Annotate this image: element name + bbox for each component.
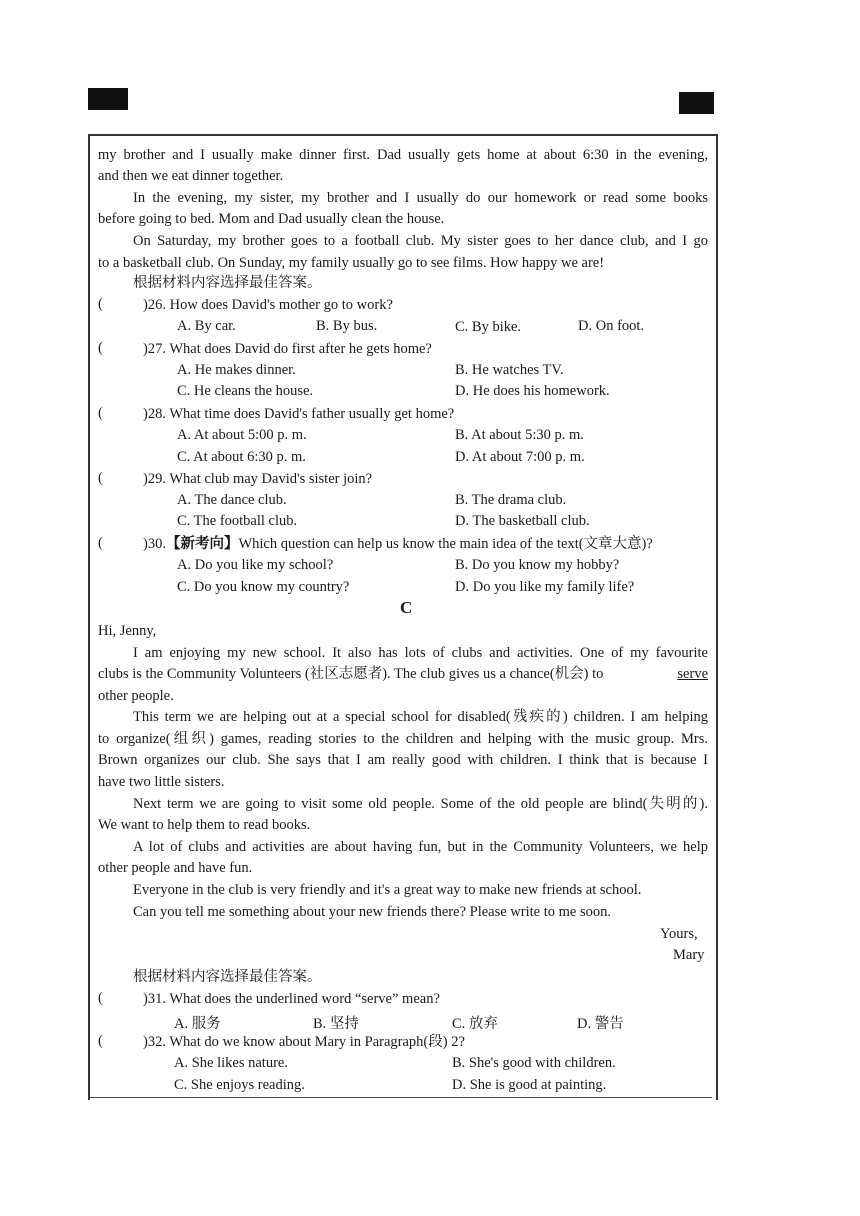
letter-line: to organize(组织) games, reading stories to the children and helping with the music group. Mrs.	[98, 731, 708, 747]
letter-greeting: Hi, Jenny,	[98, 623, 157, 639]
option-d[interactable]: D. The basketball club.	[455, 513, 590, 529]
answer-paren[interactable]: (	[98, 340, 103, 356]
passage-b-line: In the evening, my sister, my brother and I usually do our homework or read some books	[133, 190, 708, 206]
q-num: 31.	[147, 991, 166, 1007]
option-b[interactable]: B. The drama club.	[455, 492, 567, 508]
passage-b-line: On Saturday, my brother goes to a football club. My sister goes to her dance club, and I go	[133, 233, 708, 249]
option-a[interactable]: A. He makes dinner.	[177, 362, 296, 378]
passage-b-line: my brother and I usually make dinner first. Dad usually gets home at about 6:30 in the evening,	[98, 147, 708, 163]
letter-line	[98, 665, 708, 683]
new-trend-tag: 【新考向】	[165, 536, 239, 552]
option-b[interactable]: B. Do you know my hobby?	[455, 557, 620, 573]
question-29: )29. What club may David's sister join?	[143, 471, 373, 487]
option-c[interactable]: C. 放弃	[452, 1016, 498, 1032]
passage-b-line: before going to bed. Mom and Dad usually clean the house.	[98, 211, 445, 227]
option-a[interactable]: A. 服务	[174, 1016, 221, 1032]
option-c[interactable]: C. He cleans the house.	[177, 383, 314, 399]
question-32: )32. What do we know about Mary in Paragraph(段) 2?	[143, 1034, 465, 1050]
question-28: )28. What time does David's father usually get home?	[143, 406, 455, 422]
question-27: )27. What does David do first after he gets home?	[143, 341, 432, 357]
option-b[interactable]: B. At about 5:30 p. m.	[455, 427, 584, 443]
option-c[interactable]: C. The football club.	[177, 513, 298, 529]
option-c[interactable]: C. Do you know my country?	[177, 579, 350, 595]
option-d[interactable]: D. He does his homework.	[455, 383, 610, 399]
letter-line: A lot of clubs and activities are about having fun, but in the Community Volunteers, we help	[133, 839, 708, 855]
q-num: 28.	[147, 406, 166, 422]
instruction-b: 根据材料内容选择最佳答案。	[133, 275, 322, 291]
letter-line: Can you tell me something about your new friends there? Please write to me soon.	[133, 904, 611, 920]
question-31: )31. What does the underlined word “serve” mean?	[143, 991, 440, 1007]
passage-b-line: and then we eat dinner together.	[98, 168, 284, 184]
letter-line: Next term we are going to visit some old people. Some of the old people are blind(失明的).	[133, 796, 708, 812]
option-b[interactable]: B. 坚持	[313, 1016, 359, 1032]
q-num: 26.	[147, 297, 166, 313]
letter-line: We want to help them to read books.	[98, 817, 311, 833]
instruction-c: 根据材料内容选择最佳答案。	[133, 969, 322, 985]
letter-line: have two little sisters.	[98, 774, 225, 790]
option-b[interactable]: B. He watches TV.	[455, 362, 564, 378]
answer-paren[interactable]: (	[98, 405, 103, 421]
letter-line: Brown organizes our club. She says that I am really good with children. I think that is because I	[98, 752, 708, 768]
letter-line: other people.	[98, 688, 174, 704]
answer-paren[interactable]: (	[98, 1033, 103, 1049]
option-d[interactable]: D. Do you like my family life?	[455, 579, 635, 595]
registration-mark-left	[88, 88, 128, 110]
q-num: 27.	[147, 341, 166, 357]
letter-line: Everyone in the club is very friendly and it's a great way to make new friends at school.	[133, 882, 642, 898]
frame-bottom-rule	[88, 1097, 712, 1098]
option-d[interactable]: D. She is good at painting.	[452, 1077, 607, 1093]
q-text: What club may David's sister join?	[169, 471, 373, 487]
option-a[interactable]: A. The dance club.	[177, 492, 287, 508]
underlined-word-serve: serve	[677, 666, 708, 682]
letter-closing: Yours,	[660, 926, 698, 942]
option-d[interactable]: D. On foot.	[578, 318, 645, 334]
q-text: Which question can help us know the main idea of the text(文章大意)?	[238, 536, 653, 552]
letter-signature: Mary	[673, 947, 705, 963]
option-c[interactable]: C. She enjoys reading.	[174, 1077, 305, 1093]
q-num: 29.	[147, 471, 166, 487]
letter-line-text: clubs is the Community Volunteers (社区志愿者). The club gives us a chance(机会) to	[98, 666, 604, 682]
q-text: What does the underlined word “serve” mean?	[169, 991, 440, 1007]
option-a[interactable]: A. She likes nature.	[174, 1055, 288, 1071]
option-c[interactable]: C. By bike.	[455, 319, 522, 335]
q-text: How does David's mother go to work?	[169, 297, 393, 313]
option-b[interactable]: B. She's good with children.	[452, 1055, 616, 1071]
option-a[interactable]: A. Do you like my school?	[177, 557, 334, 573]
option-a[interactable]: A. By car.	[177, 318, 236, 334]
question-26: )26. How does David's mother go to work?	[143, 297, 393, 313]
letter-line: I am enjoying my new school. It also has lots of clubs and activities. One of my favourite	[133, 645, 708, 661]
q-num: 30.	[147, 536, 166, 552]
answer-paren[interactable]: (	[98, 535, 103, 551]
option-c[interactable]: C. At about 6:30 p. m.	[177, 449, 306, 465]
option-d[interactable]: D. At about 7:00 p. m.	[455, 449, 585, 465]
q-text: What time does David's father usually get home?	[169, 406, 455, 422]
section-c-label: C	[400, 598, 413, 617]
passage-b-line: to a basketball club. On Sunday, my family usually go to see films. How happy we are!	[98, 255, 605, 271]
letter-line: This term we are helping out at a special school for disabled(残疾的) children. I am helping	[133, 709, 708, 725]
letter-line: other people and have fun.	[98, 860, 253, 876]
option-a[interactable]: A. At about 5:00 p. m.	[177, 427, 307, 443]
q-text: What does David do first after he gets home?	[169, 341, 432, 357]
answer-paren[interactable]: (	[98, 990, 103, 1006]
registration-mark-right	[679, 92, 714, 114]
q-text: What do we know about Mary in Paragraph(段) 2?	[169, 1034, 465, 1050]
question-30: )30.【新考向】Which question can help us know the main idea of the text(文章大意)?	[143, 536, 653, 552]
option-b[interactable]: B. By bus.	[316, 318, 378, 334]
option-d[interactable]: D. 警告	[577, 1016, 624, 1032]
answer-paren[interactable]: (	[98, 470, 103, 486]
q-num: 32.	[147, 1034, 166, 1050]
answer-paren[interactable]: (	[98, 296, 103, 312]
